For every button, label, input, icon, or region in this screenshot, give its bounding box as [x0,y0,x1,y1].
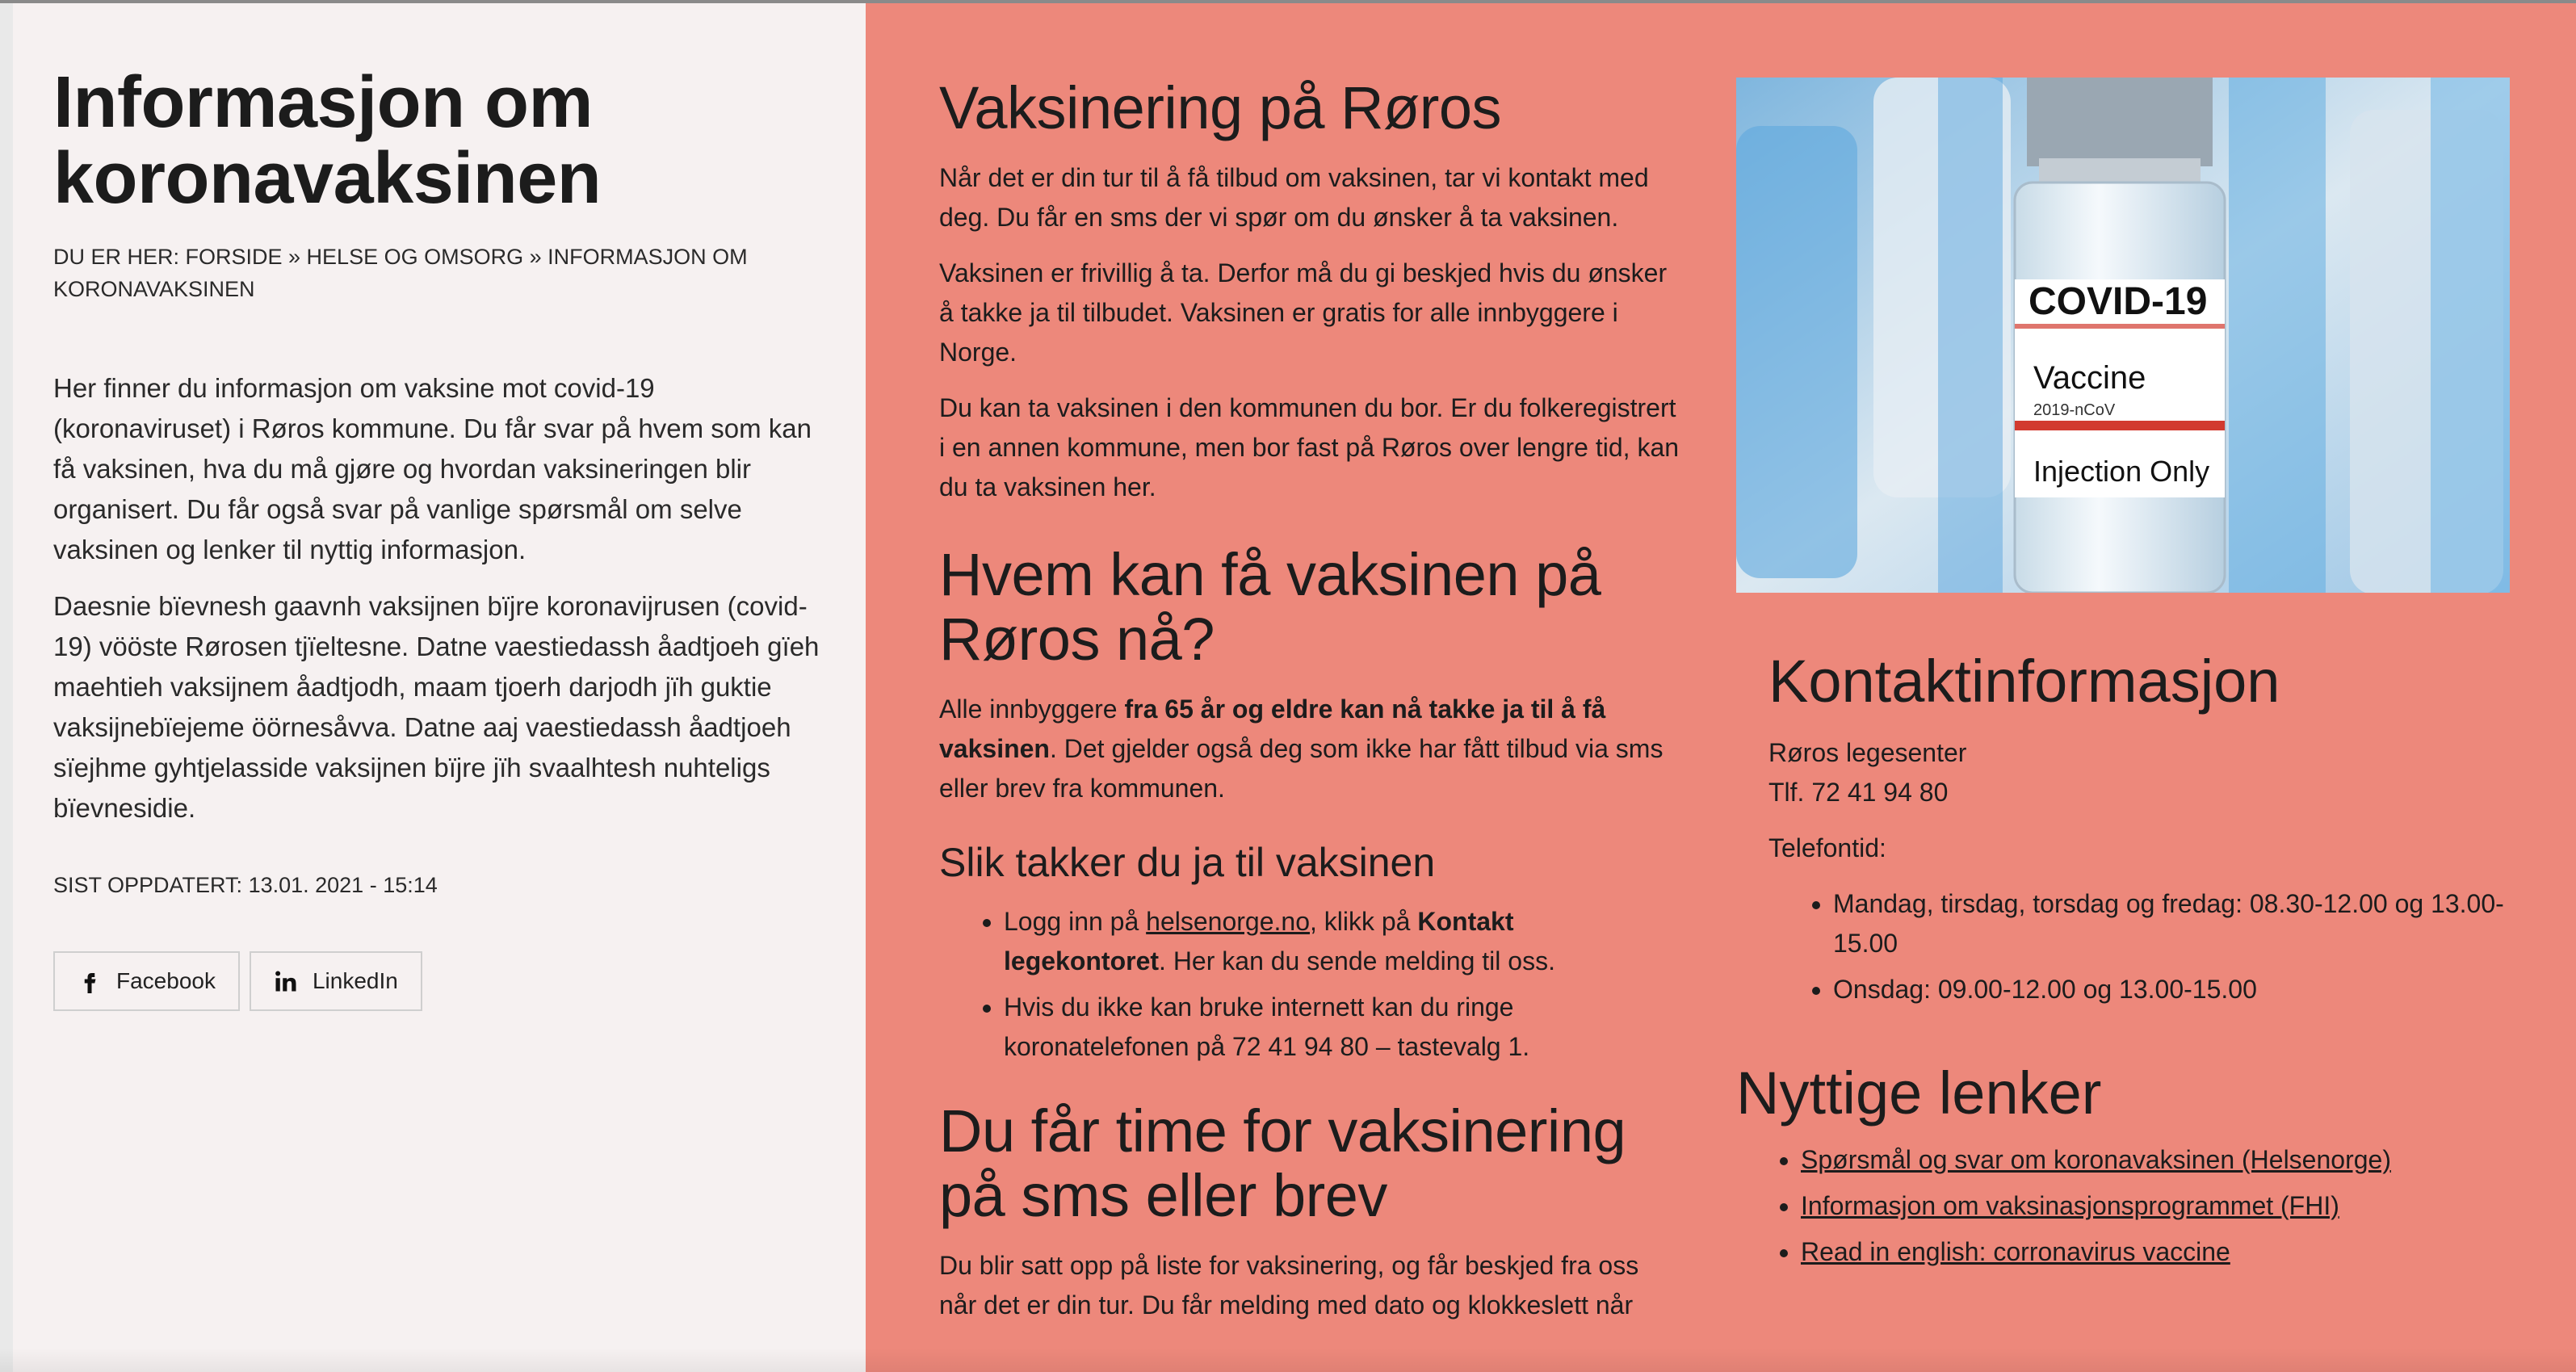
paragraph: Når det er din tur til å få tilbud om vaksinen, tar vi kontakt med deg. Du får en sms der vi spør om du ønsker å ta vaksinen. [939,163,1649,232]
share-facebook-button[interactable] [53,951,240,1011]
left-edge [0,3,13,1372]
list-item [1801,1140,2510,1180]
telefontid-label: Telefontid: [1768,833,1886,862]
vial-label-vaccine: Vaccine [2033,360,2146,396]
list-item [1801,1186,2510,1226]
vial-label-injection: Injection Only [2033,455,2210,488]
contact-phone: Tlf. 72 41 94 80 [1768,778,1949,807]
main-column [939,76,1682,1341]
heading-slik: Slik takker du ja til vaksinen [939,840,1436,885]
hvem-pre: Alle innbyggere [939,694,1125,724]
list-item: • Hvis du ikke kan bruke internett kan du ringe koronatelefonen på 72 41 94 80 – tastevalg 1. [1004,988,1682,1067]
li-text: Logg inn på [1004,907,1147,936]
facebook-icon [78,969,102,993]
vaccine-vial-image [1736,78,2510,593]
list-item [1801,1232,2510,1272]
vial-label-title: COVID-19 [2028,280,2208,323]
list-item: • Mandag, tirsdag, torsdag og fredag: 08.30-12.00 og 13.00-15.00 [1833,884,2510,963]
link-english[interactable]: Read in english: corronavirus vaccine [1801,1237,2230,1266]
page-title [53,62,825,219]
heading-time: Du får time for vaksinering på sms eller brev [939,1097,1626,1229]
li-bold: Kontakt legekontoret [1004,907,1514,976]
page-header-panel [13,3,866,1372]
breadcrumb-line2: KORONAVAKSINEN [53,277,255,301]
vial-label-code: 2019-nCoV [2033,401,2116,419]
list-item [1004,902,1682,981]
heading-kontakt: Kontaktinformasjon [1768,648,2280,715]
bottom-shade [0,1348,2576,1372]
share-buttons [53,951,825,1011]
share-facebook-label: Facebook [116,968,216,993]
time-text [939,1246,1682,1325]
paragraph: Du blir satt opp på liste for vaksinering, og får beskjed fra oss når det er din tur. Du får melding med dato og klokkeslett når [939,1251,1639,1320]
slik-list [939,902,1682,1067]
page-title-line2: koronavaksinen [53,138,602,219]
contact-section [1768,649,2510,1009]
page-title-line1: Informasjon om [53,62,594,143]
heading-lenker: Nyttige lenker [1736,1059,2102,1127]
links-list [1736,1140,2510,1272]
contact-text [1768,733,2510,868]
link-helsenorge[interactable]: Spørsmål og svar om koronavaksinen (Helsenorge) [1801,1145,2391,1174]
heading-hvem: Hvem kan få vaksinen på Røros nå? [939,541,1601,673]
paragraph: Du kan ta vaksinen i den kommunen du bor. Er du folkeregistrert i en annen kommune, men bor fast på Røros over lengre tid, kan du ta vaksinen her. [939,393,1680,501]
breadcrumb [53,241,825,305]
intro-paragraph-sami: Daesnie bïevnesh gaavnh vaksijnen bïjre koronavijrusen (covid-19) vööste Rørosen tjïeltesne. Datne vaestiedassh åadtjoeh gïeh maehtieh vaksijnem åadtjodh, maam tjoerh darjodh jïh guktie vaksijnebïejeme öörnesåvva. Datne aaj vaestiedassh åadtjoeh sïejhme gyhtjelasside vaksijnen bïjre jïh svaalhtesh nuhteligs bïevnesidie. [53,591,820,823]
linkedin-icon [274,969,298,993]
vaccine-vial-illustration [1736,78,2510,593]
last-updated: SIST OPPDATERT: 13.01. 2021 - 15:14 [53,873,438,897]
intro-text [53,368,825,829]
sidebar-column [1736,78,2510,1291]
heading-vaksinering: Vaksinering på Røros [939,74,1502,141]
hvem-text [939,690,1682,808]
vaksinering-text [939,158,1682,507]
paragraph [939,690,1682,808]
contact-name: Røros legesenter [1768,738,1967,767]
list-item: • Onsdag: 09.00-12.00 og 13.00-15.00 [1833,970,2510,1009]
helsenorge-link[interactable]: helsenorge.no [1146,907,1310,936]
breadcrumb-line1: DU ER HER: FORSIDE » HELSE OG OMSORG » INFORMASJON OM [53,245,748,269]
content-panel [866,3,2576,1372]
li-text: . Her kan du sende melding til oss. [1159,946,1555,976]
share-linkedin-label: LinkedIn [312,968,398,993]
link-fhi[interactable]: Informasjon om vaksinasjonsprogrammet (FHI) [1801,1191,2339,1220]
telefontid-list [1768,884,2510,1009]
share-linkedin-button[interactable] [250,951,422,1011]
hvem-bold: fra 65 år og eldre kan nå takke ja til å få vaksinen [939,694,1606,763]
hvem-post: . Det gjelder også deg som ikke har fått tilbud via sms eller brev fra kommunen. [939,734,1663,803]
contact-lines [1768,733,2510,812]
paragraph: Vaksinen er frivillig å ta. Derfor må du gi beskjed hvis du ønsker å takke ja til tilbudet. Vaksinen er gratis for alle innbyggere i Norge. [939,258,1668,367]
li-text: , klikk på [1309,907,1418,936]
intro-paragraph-norwegian: Her finner du informasjon om vaksine mot covid-19 (koronaviruset) i Røros kommune. Du får svar på hvem som kan få vaksinen, hva du må gjøre og hvordan vaksineringen blir organisert. Du får også svar på vanlige spørsmål om selve vaksinen og lenker til nyttig informasjon. [53,373,812,564]
useful-links-section [1736,1061,2510,1272]
